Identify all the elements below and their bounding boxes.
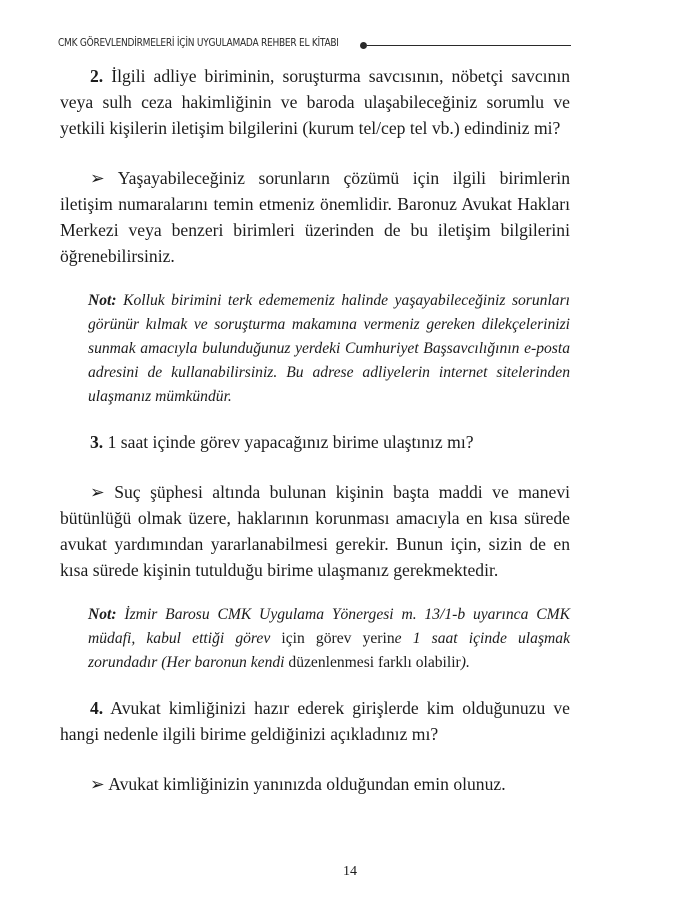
question-3-text: 1 saat içinde görev yapacağınız birime ulaştınız mı? [107, 432, 474, 452]
question-2-text: İlgili adliye biriminin, soruşturma savcısının, nöbetçi savcının veya sulh ceza hakimliğinin ve baroda ulaşabileceğiniz sorumlu ve yetkili kişilerin iletişim bilgilerini (kurum tel/cep tel vb.) edindiniz mi? [60, 66, 570, 138]
advice-4-text: Avukat kimliğinizin yanınızda olduğundan emin olunuz. [108, 774, 506, 794]
question-3-number: 3. [90, 432, 104, 452]
arrow-bullet-icon: ➢ [90, 168, 105, 188]
advice-3 [60, 479, 570, 583]
advice-3-text: Suç şüphesi altında bulunan kişinin başta maddi ve manevi bütünlüğü olmak üzere, haklarının korunması amacıyla en kısa sürede avukat yardımından yararlanabilmesi gerekir. Bunun için, sizin de en kısa sürede kişinin tutulduğu birime ulaşmanız gerekmektedir. [60, 482, 570, 580]
arrow-bullet-icon: ➢ [90, 482, 105, 502]
question-3 [60, 429, 570, 455]
note-2 [88, 603, 570, 675]
header-title: CMK GÖREVLENDİRMELERİ İÇİN UYGULAMADA REHBER EL KİTABI [58, 37, 339, 49]
page-number: 14 [343, 864, 357, 879]
note-1 [88, 289, 570, 409]
running-header [58, 36, 571, 56]
note-2-text-part3: e 1 saat içinde ulaşmak zorundadır (Her baronun kendi [88, 630, 570, 671]
note-2-text-part2: için görev yerin [270, 630, 395, 647]
advice-2-text: Yaşayabileceğiniz sorunların çözümü için ilgili birimlerin iletişim numaralarını temin etmeniz önemlidir. Baronuz Avukat Hakları Merkezi veya benzeri birimleri üzerinden de bu iletişim bilgilerini öğrenebilirsiniz. [60, 168, 570, 266]
note-2-text-part4: düzenlenmesi farklı olabilir [284, 654, 461, 671]
question-2 [60, 63, 570, 141]
note-1-text: Kolluk birimini terk edememeniz halinde yaşayabileceğiniz sorunları görünür kılmak ve soruşturma makamına vermeniz gereken dilekçelerinizi sunmak amacıyla bulunduğunuz yerdeki Cumhuriyet Başsavcılığının e-posta adresini de kullanabilirsiniz. Bu adrese adliyelerin internet sitelerinden ulaşmanız mümkündür. [88, 292, 570, 405]
question-4 [60, 695, 570, 747]
header-rule [367, 45, 571, 46]
page-body [60, 63, 570, 797]
question-2-number: 2. [90, 66, 104, 86]
question-4-number: 4. [90, 698, 104, 718]
header-bullet-dot [360, 42, 367, 49]
note-2-label: Not: [88, 606, 117, 623]
note-2-text-part1: İzmir Barosu CMK Uygulama Yönergesi m. 13/1-b uyarınca CMK müdafi, kabul ettiği görev [88, 606, 571, 647]
note-1-label: Not: [88, 292, 117, 309]
question-4-text: Avukat kimliğinizi hazır ederek girişlerde kim olduğunuzu ve hangi nedenle ilgili birime geldiğinizi açıkladınız mı? [60, 698, 570, 744]
note-2-text-part5: ). [460, 654, 470, 671]
advice-2 [60, 165, 570, 269]
advice-4 [60, 771, 570, 797]
arrow-bullet-icon: ➢ [90, 774, 105, 794]
